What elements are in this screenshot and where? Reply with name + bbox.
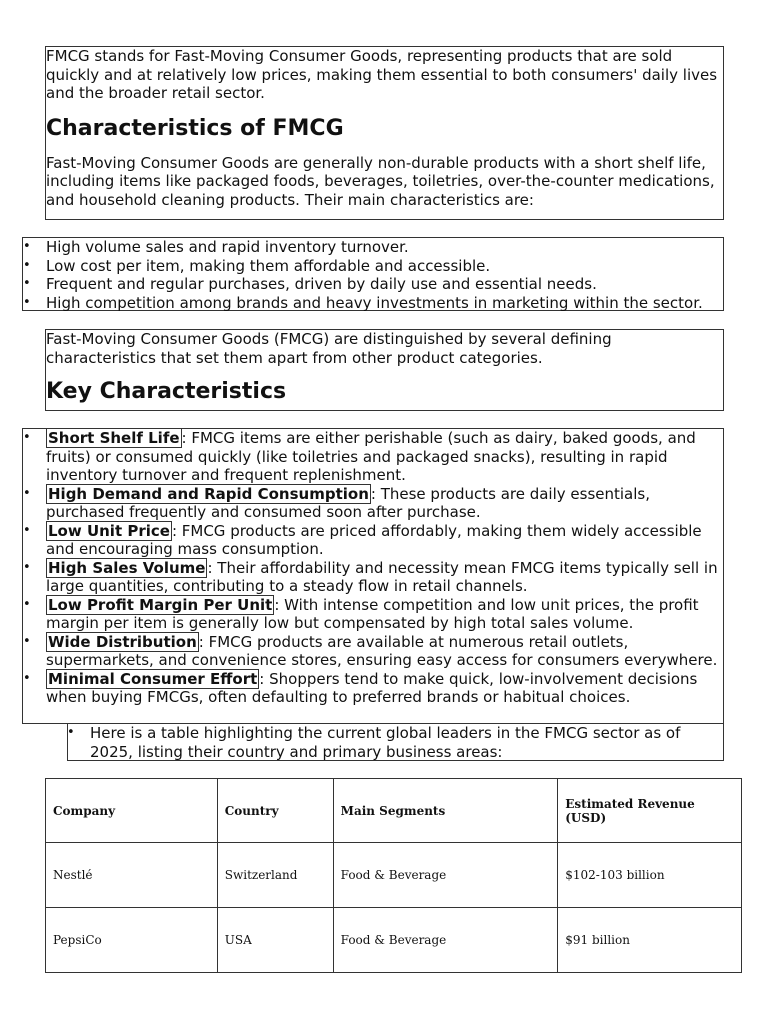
header-revenue: Estimated Revenue (USD) — [558, 779, 742, 843]
cell-company: PepsiCo — [46, 908, 218, 973]
key-section — [45, 329, 724, 411]
list-item — [46, 522, 723, 559]
list-item: • Low cost per item, making them affordable and accessible. — [46, 257, 723, 276]
table-intro — [67, 723, 724, 761]
intro-paragraph: FMCG stands for Fast-Moving Consumer Goods, representing products that are sold quickly and at relatively low prices, making them essential to both consumers' daily lives and the broader retail sector. — [46, 47, 718, 102]
term-label: Short Shelf Life — [48, 429, 180, 447]
list-item — [46, 670, 723, 707]
table-row — [46, 908, 742, 973]
list-item: • High competition among brands and heavy investments in marketing within the sector. — [46, 294, 723, 313]
table-header-row — [46, 779, 742, 843]
characteristics-heading: Characteristics of FMCG — [46, 115, 344, 141]
cell-country: USA — [217, 908, 333, 973]
term-label: Minimal Consumer Effort — [48, 669, 258, 688]
key-intro-paragraph: Fast-Moving Consumer Goods (FMCG) are distinguished by several defining characteristics that set them apart from other product categories. — [46, 330, 612, 367]
list-item — [46, 596, 723, 633]
header-company: Company — [46, 779, 218, 843]
list-item: • High volume sales and rapid inventory turnover. — [46, 238, 723, 257]
key-characteristics-heading: Key Characteristics — [46, 379, 287, 404]
term-description: : Shoppers tend to make quick, low-involvement decisions when buying FMCGs, often defaulting to preferred brands or habitual choices. — [46, 669, 698, 706]
cell-revenue: $91 billion — [558, 908, 742, 973]
term-label: Wide Distribution — [48, 632, 197, 651]
table-row — [46, 843, 742, 908]
key-characteristics-list — [22, 428, 724, 724]
characteristics-description: Fast-Moving Consumer Goods are generally non-durable products with a short shelf life, including items like packaged foods, beverages, toiletries, over-the-counter medications, and household cleaning products. Their main characteristics are: — [46, 153, 715, 209]
cell-company: Nestlé — [46, 843, 218, 908]
term-description: : Their affordability and necessity mean FMCG items typically sell in large quantities, contributing to a steady flow in retail channels. — [46, 558, 718, 595]
term-description: : With intense competition and low unit prices, the profit margin per item is generally low but compensated by high total sales volume. — [46, 595, 699, 632]
cell-segments: Food & Beverage — [333, 908, 558, 973]
term-label: High Sales Volume — [48, 558, 206, 577]
term-description: : FMCG products are priced affordably, making them widely accessible and encouraging mass consumption. — [46, 521, 702, 558]
term-label: Low Profit Margin Per Unit — [48, 595, 273, 614]
list-item — [46, 485, 723, 522]
term-description: : These products are daily essentials, purchased frequently and consumed soon after purchase. — [46, 484, 651, 521]
main-characteristics-list — [22, 237, 724, 311]
table-intro-item: • Here is a table highlighting the current global leaders in the FMCG sector as of 2025, listing their country and primary business areas: — [90, 724, 723, 761]
term-label: High Demand and Rapid Consumption — [48, 484, 369, 503]
term-description: : FMCG items are either perishable (such as dairy, baked goods, and fruits) or consumed quickly (like toiletries and packaged snacks), resulting in rapid inventory turnover and frequent replenishment. — [46, 429, 696, 484]
list-item — [46, 429, 723, 485]
cell-revenue: $102-103 billion — [558, 843, 742, 908]
leaders-table — [45, 778, 742, 973]
intro-section — [45, 46, 724, 220]
header-segments: Main Segments — [333, 779, 558, 843]
list-item: • Frequent and regular purchases, driven by daily use and essential needs. — [46, 275, 723, 294]
cell-segments: Food & Beverage — [333, 843, 558, 908]
list-item — [46, 559, 723, 596]
term-label: Low Unit Price — [48, 521, 170, 540]
list-item — [46, 633, 723, 670]
header-country: Country — [217, 779, 333, 843]
cell-country: Switzerland — [217, 843, 333, 908]
term-description: : FMCG products are available at numerous retail outlets, supermarkets, and convenience stores, ensuring easy access for consumers everywhere. — [46, 632, 718, 669]
